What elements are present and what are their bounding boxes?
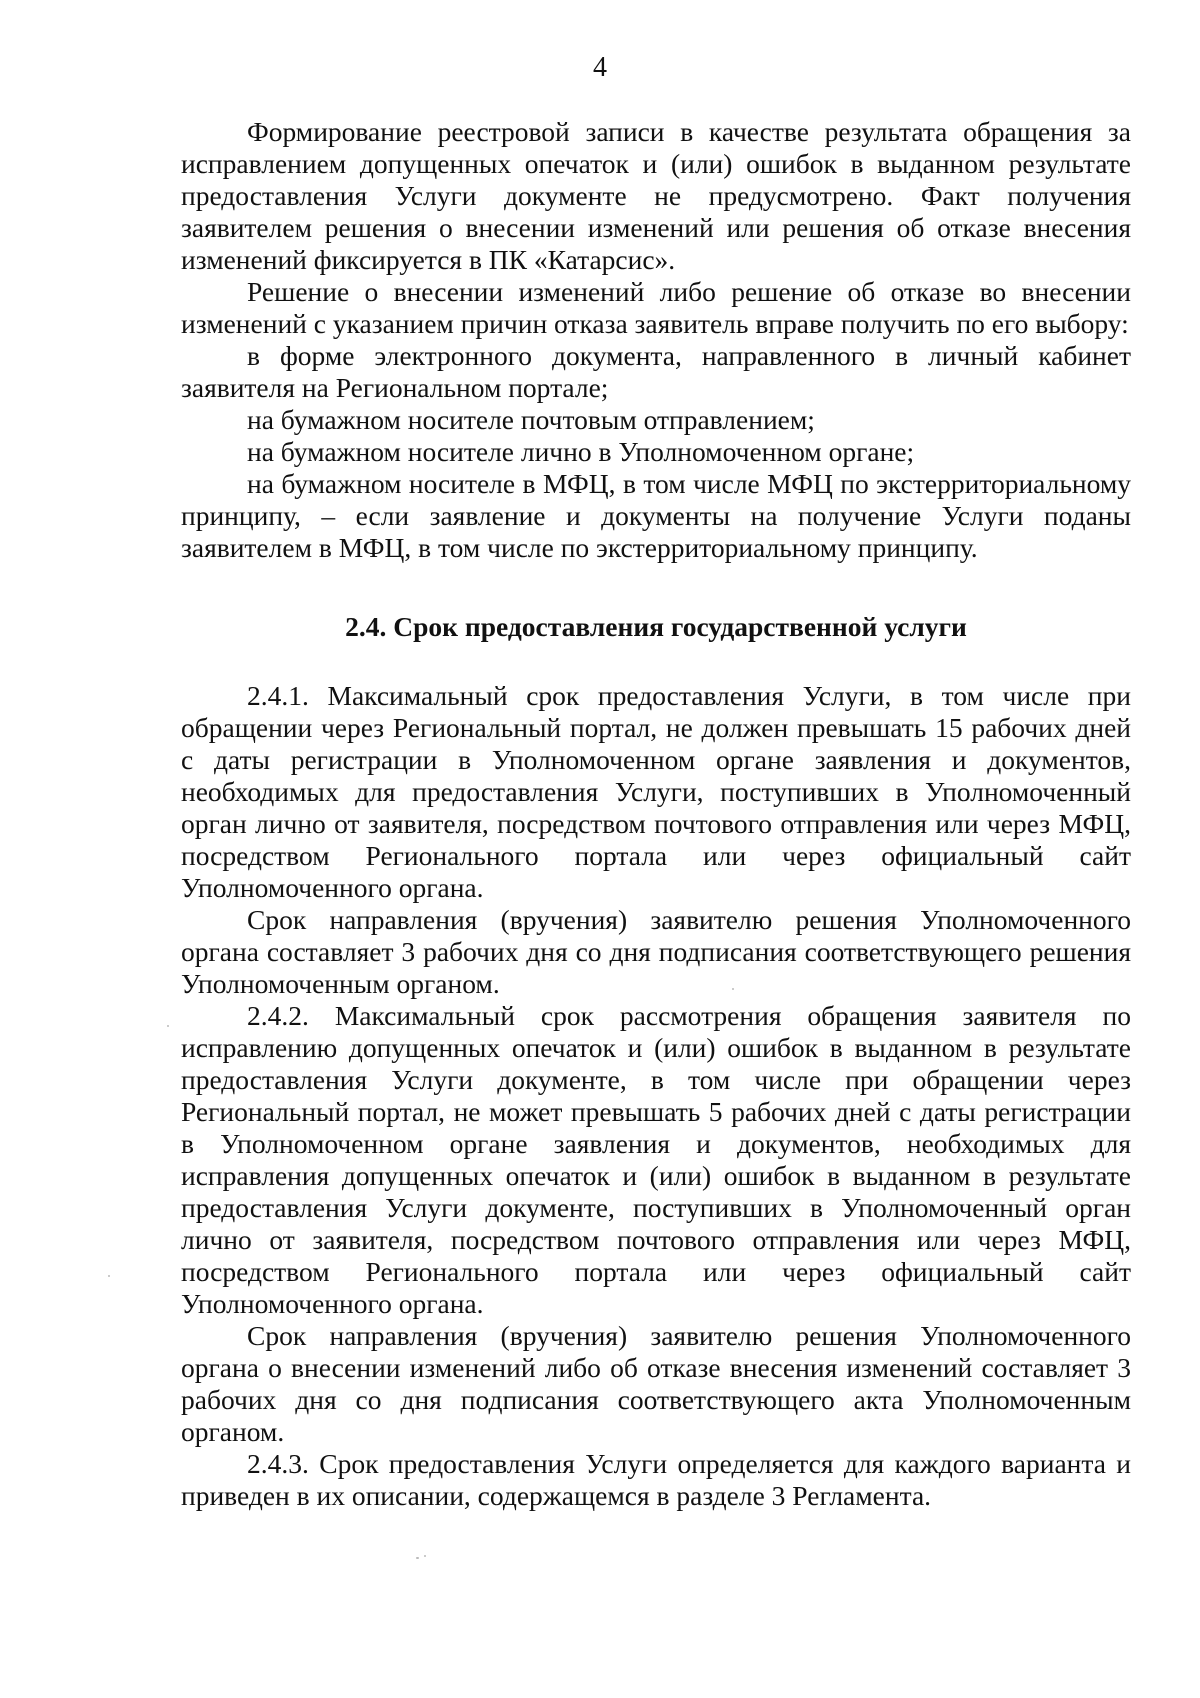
section-terms [181, 680, 1131, 1512]
paragraph-decision-delivery: Решение о внесении изменений либо решение об отказе во внесении изменений с указанием причин отказа заявитель вправе получить по его выбору: [181, 276, 1131, 339]
section-heading: 2.4. Срок предоставления государственной услуги [345, 611, 967, 642]
scan-speck [167, 1025, 169, 1027]
scan-speck [732, 988, 734, 990]
scan-speck [416, 1557, 419, 1559]
paragraph-2-4-2: 2.4.2. Максимальный срок рассмотрения обращения заявителя по исправлению допущенных опечаток и (или) ошибок в выданном в результате предоставления Услуги документе, в том числе при обращении через Региональный портал, не может превышать 5 рабочих дней с даты регистрации в Уполномоченном органе заявления и документов, необходимых для исправления допущенных опечаток и (или) ошибок в выданном в результате предоставления Услуги документе, поступивших в Уполномоченный орган лично от заявителя, посредством почтового отправления или через МФЦ, посредством Регионального портала или через официальный сайт Уполномоченного органа. [181, 1000, 1131, 1319]
page-number: 4 [593, 52, 607, 83]
list-item-electronic: в форме электронного документа, направленного в личный кабинет заявителя на Региональном портале; [181, 340, 1131, 403]
paragraph-2-4-1: 2.4.1. Максимальный срок предоставления Услуги, в том числе при обращении через Региональный портал, не должен превышать 15 рабочих дней с даты регистрации в Уполномоченном органе заявления и документов, необходимых для предоставления Услуги, поступивших в Уполномоченный орган лично от заявителя, посредством почтового отправления или через МФЦ, посредством Регионального портала или через официальный сайт Уполномоченного органа. [181, 680, 1131, 903]
list-item-postal: на бумажном носителе почтовым отправлением; [247, 404, 815, 435]
paragraph-registry-record: Формирование реестровой записи в качестве результата обращения за исправлением допущенных опечаток и (или) ошибок в выданном результате предоставления Услуги документе не предусмотрено. Факт получения заявителем решения о внесении изменений или решения об отказе внесения изменений фиксируется в ПК «Катарсис». [181, 116, 1131, 275]
scan-speck [108, 1275, 110, 1277]
section-intro [181, 116, 1131, 564]
list-item-mfc: на бумажном носителе в МФЦ, в том числе МФЦ по экстерриториальному принципу, – если заявление и документы на получение Услуги поданы заявителем в МФЦ, в том числе по экстерриториальному принципу. [181, 468, 1131, 563]
paragraph-delivery-term: Срок направления (вручения) заявителю решения Уполномоченного органа составляет 3 рабочих дня со дня подписания соответствующего решения Уполномоченным органом. [181, 904, 1131, 999]
paragraph-correction-delivery-term: Срок направления (вручения) заявителю решения Уполномоченного органа о внесении изменений либо об отказе внесения изменений составляет 3 рабочих дня со дня подписания соответствующего акта Уполномоченным органом. [181, 1320, 1131, 1447]
scan-speck [424, 1555, 426, 1557]
paragraph-2-4-3: 2.4.3. Срок предоставления Услуги определяется для каждого варианта и приведен в их описании, содержащемся в разделе 3 Регламента. [181, 1448, 1131, 1511]
list-item-in-person: на бумажном носителе лично в Уполномоченном органе; [247, 436, 915, 467]
